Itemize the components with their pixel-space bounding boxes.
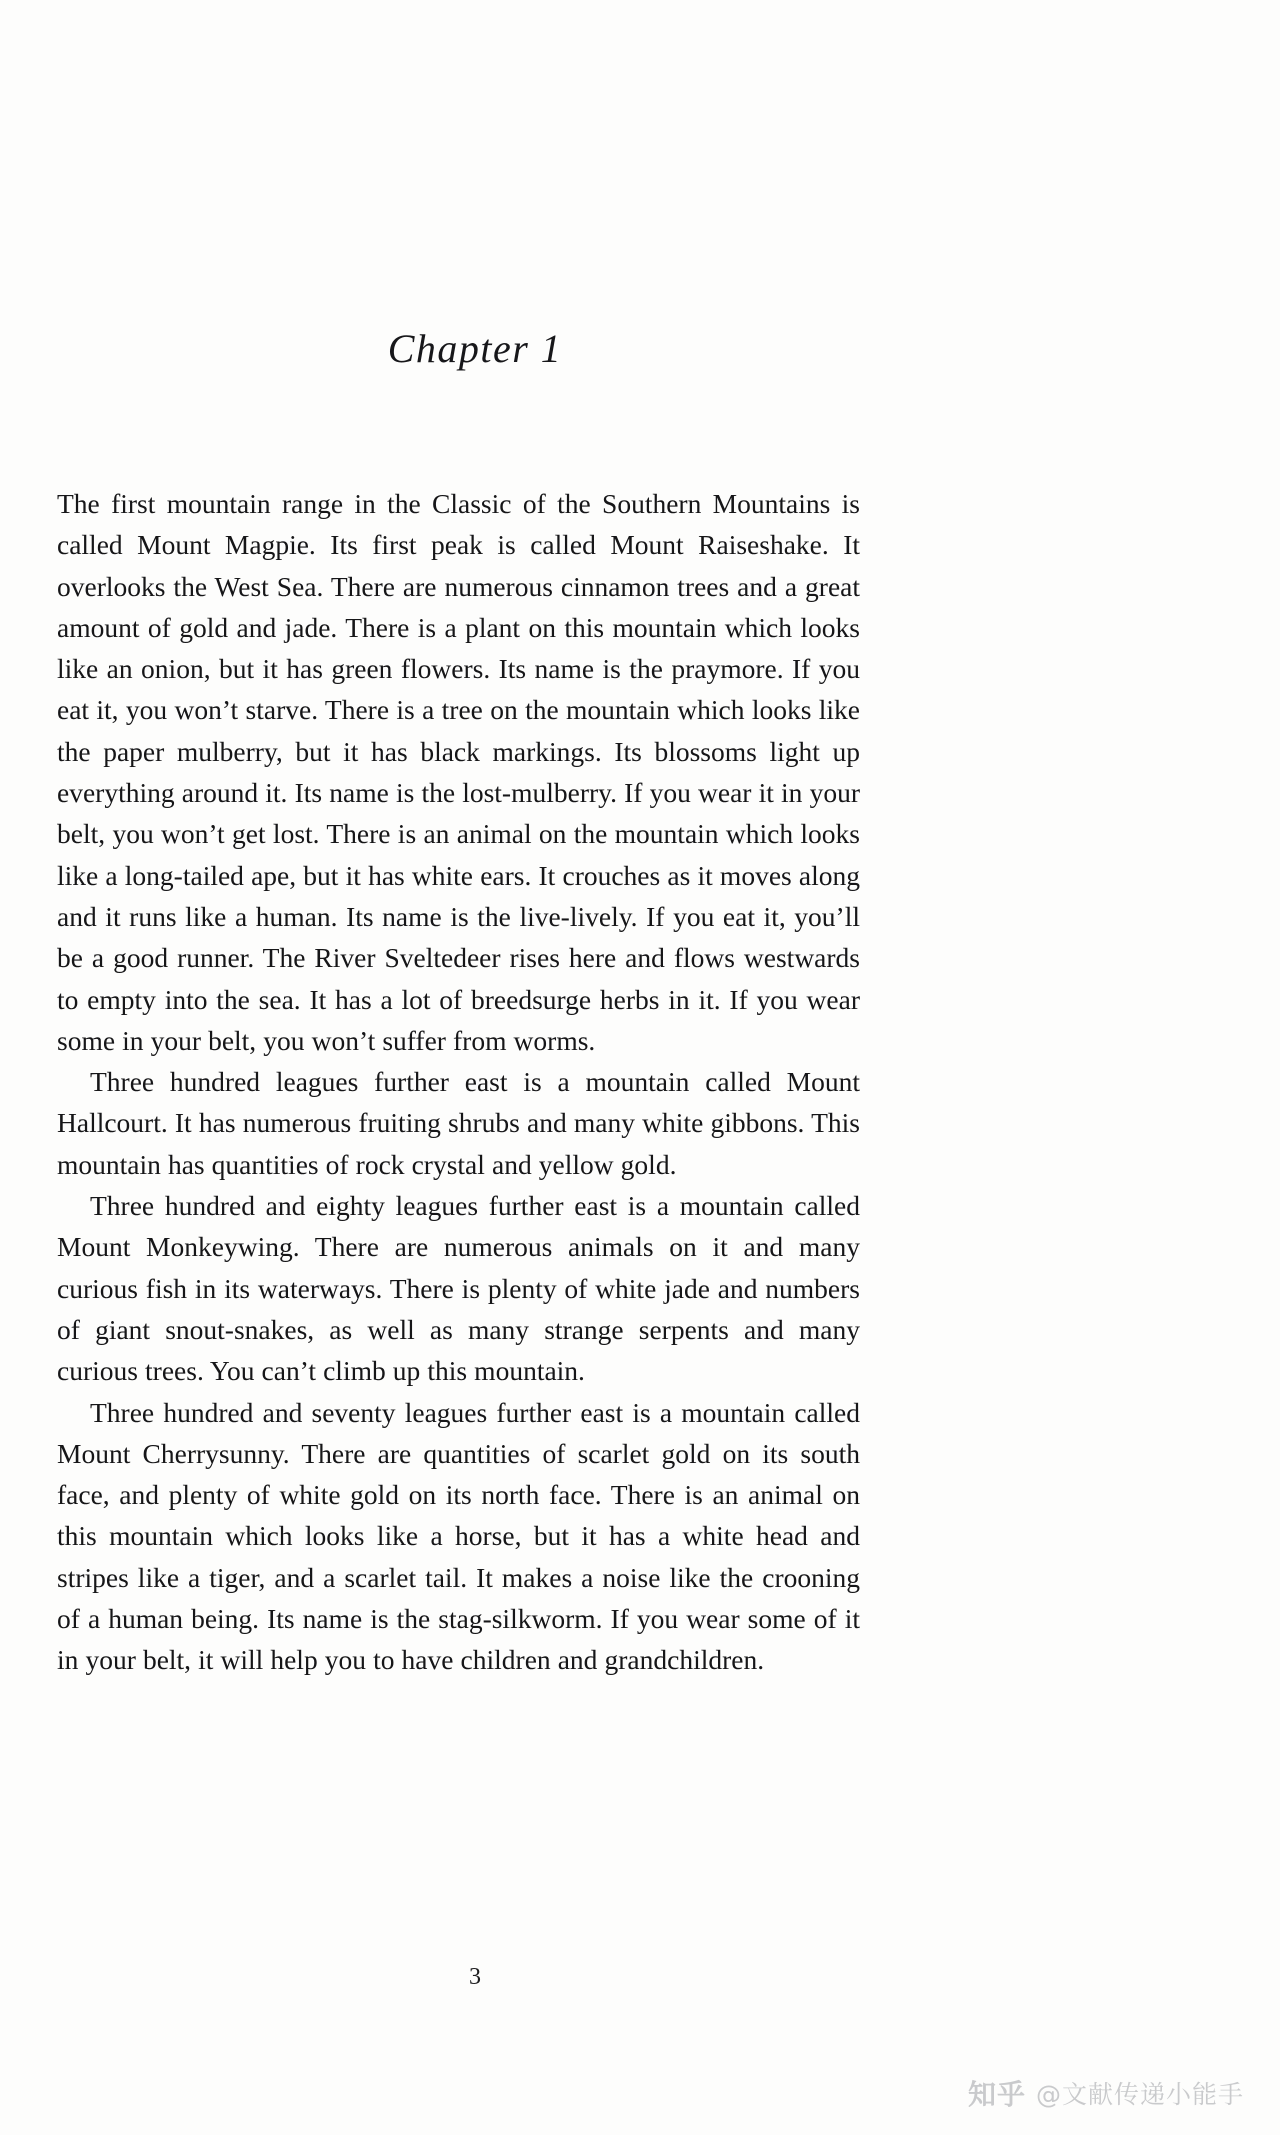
paragraph: The first mountain range in the Classic of the Southern Mountains is called Mount Magpie. Its first peak is called Mount Raiseshake. It overlooks the West Sea. There are numerous cinnamon trees and a great amount of gold and jade. There is a plant on this mountain which looks like an onion, but it has green flowers. Its name is the praymore. If you eat it, you won’t starve. There is a tree on the mountain which looks like the paper mulberry, but it has black markings. Its blossoms light up everything around it. Its name is the lost-mulberry. If you wear it in your belt, you won’t get lost. There is an animal on the mountain which looks like a long-tailed ape, but it has white ears. It crouches as it moves along and it runs like a human. Its name is the live-lively. If you eat it, you’ll be a good runner. The River Sveltedeer rises here and flows westwards to empty into the sea. It has a lot of breedsurge herbs in it. If you wear some in your belt, you won’t suffer from worms.	[57, 488, 860, 1056]
chapter-heading: Chapter 1	[387, 325, 563, 371]
paragraph: Three hundred and eighty leagues further east is a mountain called Mount Monkeywing. There are numerous animals on it and many curious fish in its waterways. There is plenty of white jade and numbers of giant snout-snakes, as well as many strange serpents and many curious trees. You can’t climb up this mountain.	[57, 1190, 860, 1387]
paragraph: Three hundred and seventy leagues further east is a mountain called Mount Cherrysunny. There are quantities of scarlet gold on its south face, and plenty of white gold on its north face. There is an animal on this mountain which looks like a horse, but it has a white head and stripes like a tiger, and a scarlet tail. It makes a noise like the crooning of a human being. Its name is the stag-silkworm. If you wear some of it in your belt, it will help you to have children and grandchildren.	[57, 1396, 860, 1676]
body-text-block	[57, 483, 860, 1681]
watermark	[968, 2073, 1244, 2113]
zhihu-logo-icon: 知乎	[967, 2078, 1026, 2111]
page-number: 3	[469, 1964, 481, 1990]
paragraph: Three hundred leagues further east is a mountain called Mount Hallcourt. It has numerous fruiting shrubs and many white gibbons. This mountain has quantities of rock crystal and yellow gold.	[57, 1066, 860, 1180]
watermark-username: @文献传递小能手	[1035, 2080, 1244, 2109]
